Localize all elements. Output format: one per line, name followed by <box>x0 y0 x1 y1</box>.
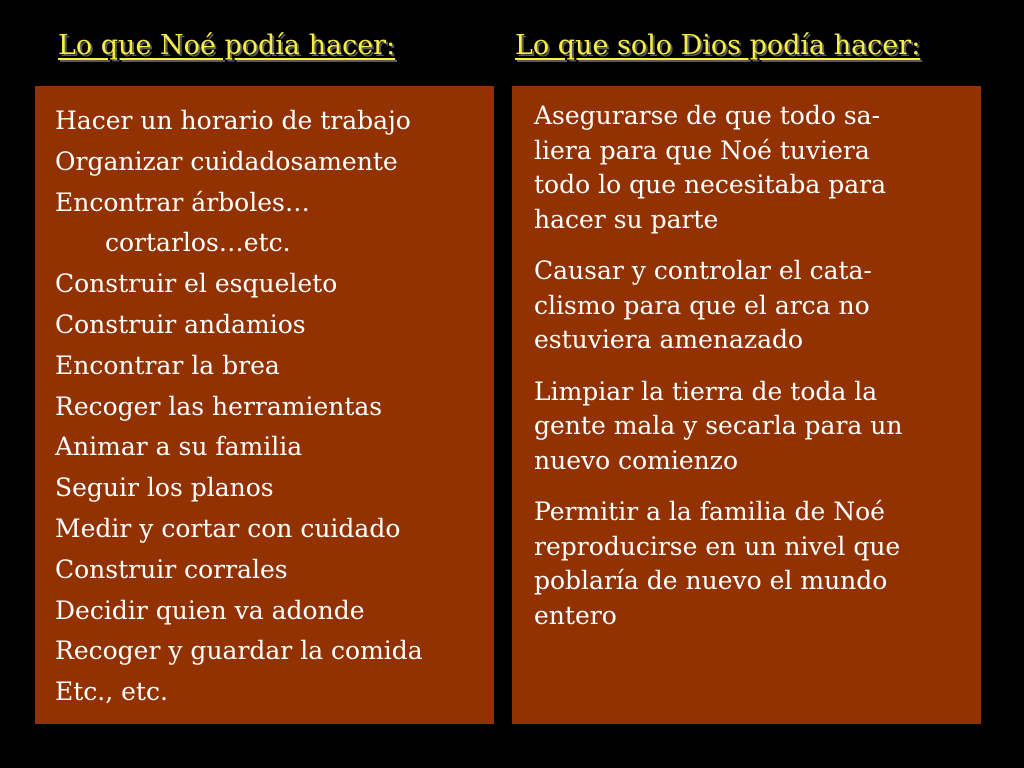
noah-task-item: Construir corrales <box>55 554 288 584</box>
noah-tasks-panel <box>35 86 494 724</box>
heading-noah: Lo que Noé podía hacer: <box>58 30 396 61</box>
noah-task-item: Hacer un horario de trabajo <box>55 106 411 135</box>
god-task-item: Permitir a la familia de Noé reproducirse en un nivel que poblaría de nuevo el mundo entero <box>534 497 901 630</box>
heading-god: Lo que solo Dios podía hacer: <box>515 30 921 61</box>
noah-task-item: Etc., etc. <box>55 677 168 707</box>
noah-task-item: Seguir los planos <box>55 473 274 503</box>
noah-task-item: Encontrar la brea <box>55 350 280 380</box>
noah-task-item: Medir y cortar con cuidado <box>55 513 401 543</box>
god-tasks-panel <box>512 86 981 724</box>
noah-task-item: Encontrar árboles… <box>55 187 310 217</box>
god-task-item: Limpiar la tierra de toda la gente mala y secarla para un nuevo comienzo <box>534 376 903 475</box>
noah-task-item: Construir el esqueleto <box>55 269 338 299</box>
noah-task-item: Decidir quien va adonde <box>55 595 365 625</box>
god-task-item: Asegurarse de que todo sa- liera para que Noé tuviera todo lo que necesitaba para hacer su parte <box>534 101 887 234</box>
noah-task-item: Recoger y guardar la comida <box>55 636 423 666</box>
noah-task-item: Animar a su familia <box>55 432 303 462</box>
god-tasks-list <box>512 86 981 633</box>
noah-task-item: Organizar cuidadosamente <box>55 146 398 176</box>
noah-task-item: Construir andamios <box>55 309 306 339</box>
noah-tasks-list <box>35 86 494 713</box>
noah-task-item: cortarlos…etc. <box>105 228 291 258</box>
noah-task-item: Recoger las herramientas <box>55 391 383 421</box>
god-task-item: Causar y controlar el cata- clismo para que el arca no estuviera amenazado <box>534 256 872 354</box>
